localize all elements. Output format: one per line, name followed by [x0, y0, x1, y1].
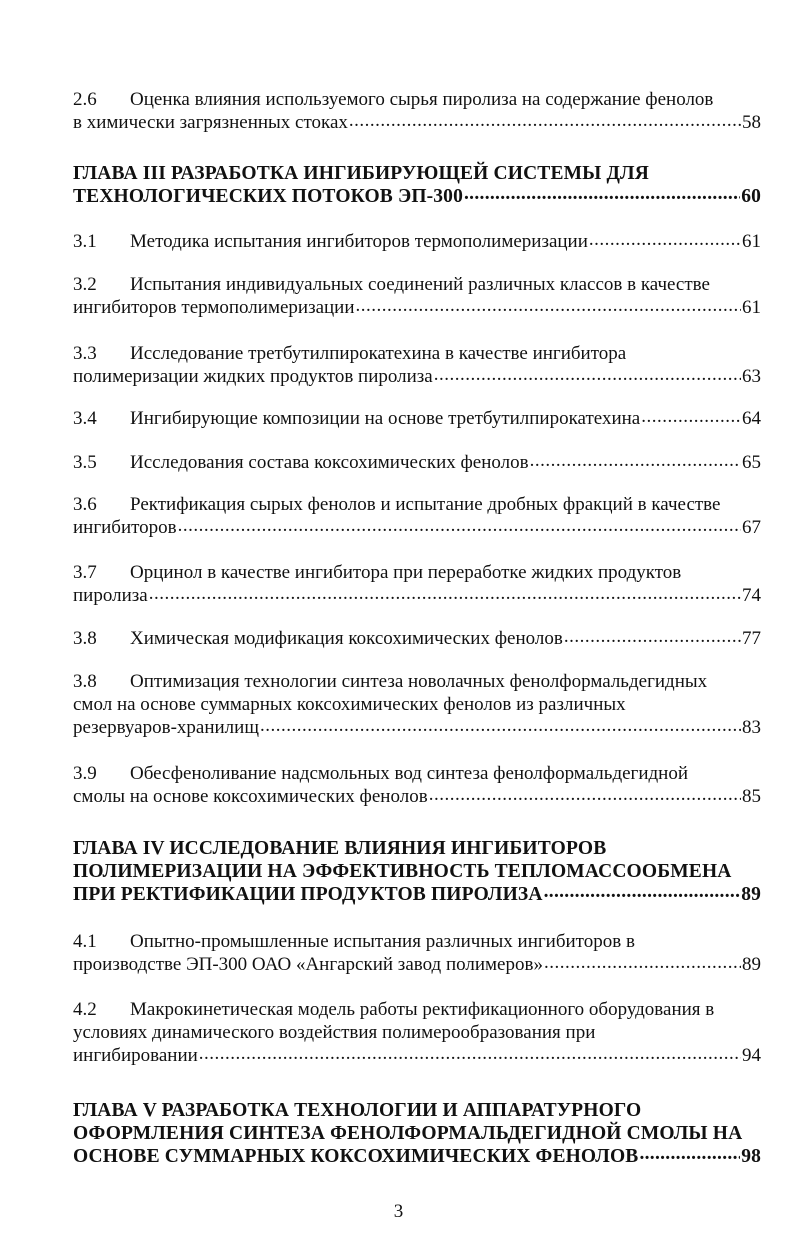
page-ref: 89 [742, 954, 761, 975]
entry-title-line: Макрокинетическая модель работы ректификационного оборудования в [130, 999, 715, 1020]
toc-line [73, 670, 761, 693]
toc-line [73, 1099, 761, 1122]
toc-line [73, 516, 761, 539]
entry-title-last-line: ингибиторов [73, 517, 177, 538]
toc-line [73, 273, 761, 296]
entry-title-line: ПОЛИМЕРИЗАЦИИ НА ЭФФЕКТИВНОСТЬ ТЕПЛОМАССООБМЕНА [73, 861, 732, 882]
section-number: 3.8 [73, 671, 97, 692]
dot-leader [530, 453, 741, 468]
page-ref: 98 [741, 1146, 761, 1167]
section-number: 3.3 [73, 343, 97, 364]
toc-entry [73, 670, 761, 739]
entry-title-last-line: ОСНОВЕ СУММАРНЫХ КОКСОХИМИЧЕСКИХ ФЕНОЛОВ [73, 1146, 639, 1167]
toc-chapter [73, 837, 761, 906]
entry-title-line: ГЛАВА IV ИССЛЕДОВАНИЕ ВЛИЯНИЯ ИНГИБИТОРОВ [73, 838, 607, 859]
entry-title-line: Испытания индивидуальных соединений различных классов в качестве [130, 274, 710, 295]
toc-entry [73, 273, 761, 319]
toc-line [73, 185, 761, 208]
toc-line [73, 111, 761, 134]
toc-line [73, 1021, 761, 1044]
page-ref: 64 [742, 408, 761, 429]
entry-title-line: Ректификация сырых фенолов и испытание дробных фракций в качестве [130, 494, 721, 515]
toc-entry [73, 762, 761, 808]
toc-line [73, 584, 761, 607]
toc-entry [73, 342, 761, 388]
toc-line [73, 561, 761, 584]
entry-title-line: Оптимизация технологии синтеза новолачных фенолформальдегидных [130, 671, 708, 692]
toc-entry [73, 627, 761, 650]
page-ref: 77 [742, 628, 761, 649]
toc-line [73, 1044, 761, 1067]
dot-leader [544, 884, 741, 900]
toc-line [73, 785, 761, 808]
page-ref: 58 [742, 112, 761, 133]
toc-line [73, 88, 761, 111]
entry-title-line: Обесфеноливание надсмольных вод синтеза фенолформальдегидной [130, 763, 689, 784]
toc-entry [73, 451, 761, 474]
page-ref: 61 [742, 297, 761, 318]
entry-title-last-line: полимеризации жидких продуктов пиролиза [73, 366, 433, 387]
entry-title-last-line: ТЕХНОЛОГИЧЕСКИХ ПОТОКОВ ЭП-300 [73, 186, 463, 207]
page-ref: 83 [742, 717, 761, 738]
toc-line [73, 998, 761, 1021]
toc-entry [73, 230, 761, 253]
section-number: 4.2 [73, 999, 97, 1020]
page-ref: 67 [742, 517, 761, 538]
page-ref: 89 [741, 884, 761, 905]
toc-line [73, 451, 761, 474]
toc-line [73, 716, 761, 739]
toc-line [73, 296, 761, 319]
toc-line [73, 627, 761, 650]
page-ref: 94 [742, 1045, 761, 1066]
toc-line [73, 930, 761, 953]
dot-leader [639, 1146, 740, 1162]
entry-title-last-line: Исследования состава коксохимических фенолов [130, 452, 529, 473]
entry-title-line: Орцинол в качестве ингибитора при переработке жидких продуктов [130, 562, 682, 583]
page-ref: 85 [742, 786, 761, 807]
dot-leader [434, 367, 741, 382]
toc-entry [73, 998, 761, 1067]
entry-title-line: ГЛАВА V РАЗРАБОТКА ТЕХНОЛОГИИ И АППАРАТУРНОГО [73, 1100, 642, 1121]
toc-line [73, 883, 761, 906]
toc-line [73, 1145, 761, 1168]
entry-title-line: условиях динамического воздействия полимерообразования при [73, 1022, 596, 1043]
dot-leader [464, 186, 740, 202]
page-ref: 63 [742, 366, 761, 387]
toc-line [73, 162, 761, 185]
entry-title-last-line: ингибировании [73, 1045, 198, 1066]
section-number: 3.5 [73, 452, 97, 473]
section-number: 3.8 [73, 628, 97, 649]
section-number: 3.9 [73, 763, 97, 784]
page-ref: 65 [742, 452, 761, 473]
toc-line [73, 693, 761, 716]
entry-title-line: смол на основе суммарных коксохимических фенолов из различных [73, 694, 626, 715]
dot-leader [589, 232, 741, 247]
entry-title-line: ОФОРМЛЕНИЯ СИНТЕЗА ФЕНОЛФОРМАЛЬДЕГИДНОЙ СМОЛЫ НА [73, 1123, 743, 1144]
page-ref: 60 [741, 186, 761, 207]
dot-leader [178, 518, 741, 533]
dot-leader [199, 1046, 741, 1061]
entry-title-line: Оценка влияния используемого сырья пиролиза на содержание фенолов [130, 89, 714, 110]
section-number: 3.6 [73, 494, 97, 515]
entry-title-last-line: в химически загрязненных стоках [73, 112, 348, 133]
dot-leader [641, 409, 741, 424]
toc-line [73, 860, 761, 883]
toc-line [73, 762, 761, 785]
entry-title-line: ГЛАВА III РАЗРАБОТКА ИНГИБИРУЮЩЕЙ СИСТЕМЫ ДЛЯ [73, 163, 649, 184]
section-number: 3.7 [73, 562, 97, 583]
entry-title-last-line: ПРИ РЕКТИФИКАЦИИ ПРОДУКТОВ ПИРОЛИЗА [73, 884, 543, 905]
entry-title-last-line: резервуаров-хранилищ [73, 717, 259, 738]
toc-line [73, 365, 761, 388]
dot-leader [260, 718, 741, 733]
toc-chapter [73, 1099, 761, 1168]
entry-title-line: Исследование третбутилпирокатехина в качестве ингибитора [130, 343, 627, 364]
entry-title-last-line: Химическая модификация коксохимических фенолов [130, 628, 563, 649]
section-number: 3.4 [73, 408, 97, 429]
toc-line [73, 837, 761, 860]
dot-leader [349, 113, 741, 128]
toc-entry [73, 930, 761, 976]
toc-line [73, 493, 761, 516]
page-number: 3 [393, 1201, 404, 1222]
entry-title-last-line: производстве ЭП-300 ОАО «Ангарский завод полимеров» [73, 954, 543, 975]
page-ref: 61 [742, 231, 761, 252]
section-number: 3.2 [73, 274, 97, 295]
toc-line [73, 342, 761, 365]
entry-title-last-line: смолы на основе коксохимических фенолов [73, 786, 428, 807]
page-ref: 74 [742, 585, 761, 606]
entry-title-last-line: Ингибирующие композиции на основе третбутилпирокатехина [130, 408, 641, 429]
toc-entry [73, 407, 761, 430]
dot-leader [356, 298, 741, 313]
dot-leader [564, 629, 741, 644]
section-number: 4.1 [73, 931, 97, 952]
dot-leader [429, 787, 741, 802]
entry-title-line: Опытно-промышленные испытания различных ингибиторов в [130, 931, 635, 952]
entry-title-last-line: ингибиторов термополимеризации [73, 297, 355, 318]
dot-leader [149, 586, 741, 601]
toc-line [73, 230, 761, 253]
section-number: 3.1 [73, 231, 97, 252]
toc-entry [73, 561, 761, 607]
toc-line [73, 1122, 761, 1145]
toc-line [73, 407, 761, 430]
toc-chapter [73, 162, 761, 208]
dot-leader [544, 955, 741, 970]
entry-title-last-line: пиролиза [73, 585, 148, 606]
toc-line [73, 953, 761, 976]
section-number: 2.6 [73, 89, 97, 110]
toc-entry [73, 88, 761, 134]
entry-title-last-line: Методика испытания ингибиторов термополимеризации [130, 231, 588, 252]
toc-entry [73, 493, 761, 539]
